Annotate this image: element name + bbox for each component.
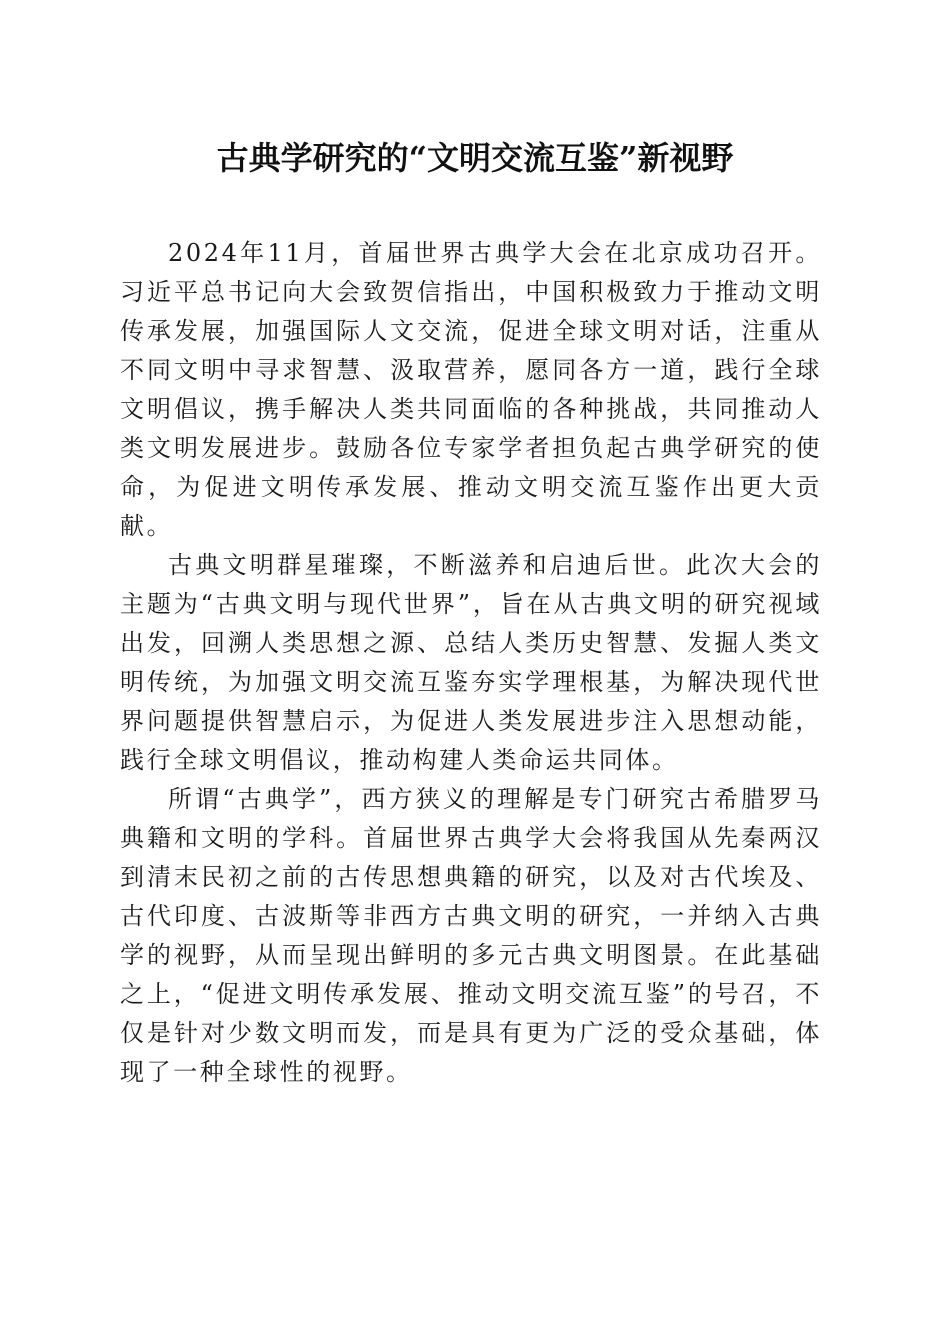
paragraph-3: 所谓“古典学”，西方狭义的理解是专门研究古希腊罗马典籍和文明的学科。首届世界古典学大会将我国从先秦两汉到清末民初之前的古传思想典籍的研究，以及对古代埃及、古代印度、古波斯等非西方古典文明的研究，一并纳入古典学的视野，从而呈现出鲜明的多元古典文明图景。在此基础之上，“促进文明传承发展、推动文明交流互鉴”的号召，不仅是针对少数文明而发，而是具有更为广泛的受众基础，体现了一种全球性的视野。 — [120, 785, 822, 1086]
paragraph-2: 古典文明群星璀璨，不断滋养和启迪后世。此次大会的主题为“古典文明与现代世界”，旨在从古典文明的研究视域出发，回溯人类思想之源、总结人类历史智慧、发掘人类文明传统，为加强文明交流互鉴夯实学理根基，为解决现代世界问题提供智慧启示，为促进人类发展进步注入思想动能，践行全球文明倡议，推动构建人类命运共同体。 — [120, 551, 822, 774]
document-title: 古典学研究的“文明交流互鉴”新视野 — [216, 139, 734, 177]
paragraph-1: 2024年11月，首届世界古典学大会在北京成功召开。习近平总书记向大会致贺信指出，中国积极致力于推动文明传承发展，加强国际人文交流，促进全球文明对话，注重从不同文明中寻求智慧、汲取营养，愿同各方一道，践行全球文明倡议，携手解决人类共同面临的各种挑战，共同推动人类文明发展进步。鼓励各位专家学者担负起古典学研究的使命，为促进文明传承发展、推动文明交流互鉴作出更大贡献。 — [120, 239, 822, 540]
document-body — [120, 234, 822, 1092]
